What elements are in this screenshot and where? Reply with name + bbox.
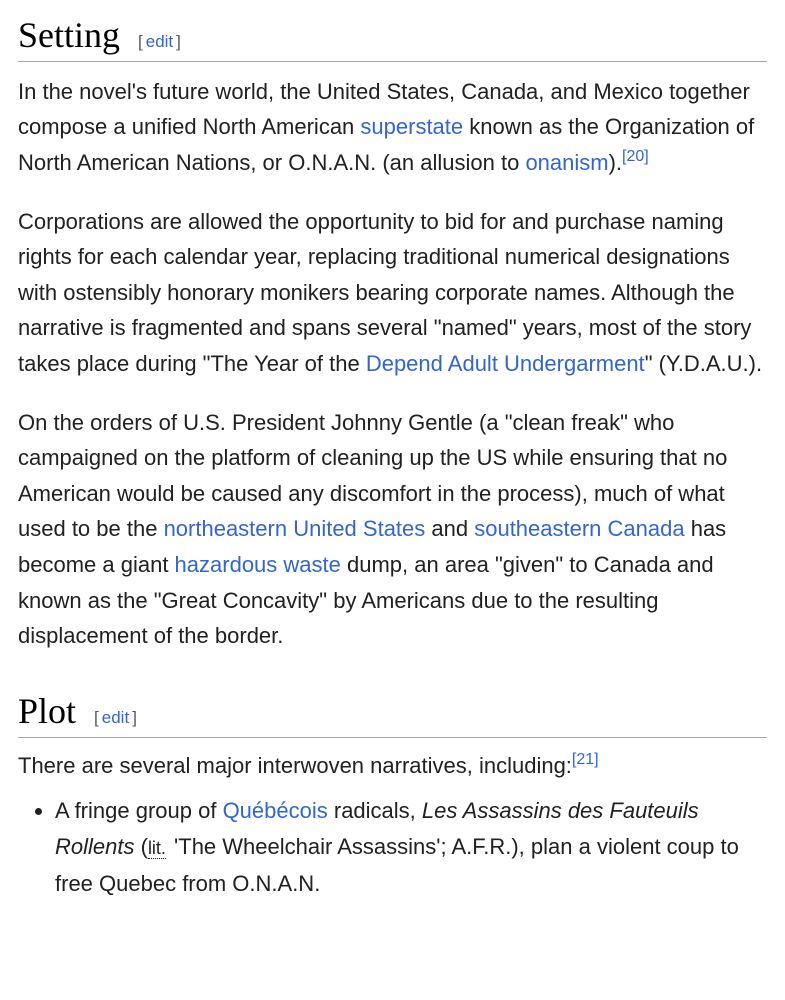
link-depend-adult-undergarment[interactable]: Depend Adult Undergarment xyxy=(365,350,645,376)
plot-list xyxy=(18,793,767,902)
setting-paragraph-2: Corporations are allowed the opportunity to bid for and purchase naming rights for each calendar year, replacing traditional numerical designations with ostensibly honorary monikers bearing corporate names. Although the narrative is fragmented and spans several "named" years, most of the story takes place during "The Year of the Depend Adult Undergarment" (Y.D.A.U.). xyxy=(18,208,763,376)
plot-intro: There are several major interwoven narratives, including:[21] xyxy=(18,750,599,778)
section-heading-plot xyxy=(18,688,767,738)
edit-section-setting: [ edit ] xyxy=(138,32,181,51)
edit-link-plot[interactable]: edit xyxy=(101,707,130,727)
abbr-literally[interactable]: lit. xyxy=(147,837,166,858)
section-heading-setting xyxy=(18,0,767,62)
edit-section-plot: [ edit ] xyxy=(94,707,137,727)
list-item: • A fringe group of Québécois radicals, Les Assassins des Fauteuils Rollents (lit. 'The Wheelchair Assassins'; A.F.R.), plan a violent coup to free Quebec from O.N.A.N. xyxy=(55,793,767,902)
link-quebecois[interactable]: Québécois xyxy=(222,798,328,824)
link-southeastern-canada[interactable]: southeastern Canada xyxy=(474,516,685,542)
link-onanism[interactable]: onanism xyxy=(525,149,609,175)
link-northeastern-united-states[interactable]: northeastern United States xyxy=(163,516,426,542)
setting-paragraph-1: In the novel's future world, the United States, Canada, and Mexico together compose a unified North American superstate known as the Organization of North American Nations, or O.N.A.N. (an allusion to onanism).[20] xyxy=(18,78,755,175)
setting-paragraph-3: On the orders of U.S. President Johnny Gentle (a "clean freak" who campaigned on the platform of cleaning up the US while ensuring that no American would be caused any discomfort in the process), much of what used to be the northeastern United States and southeastern Canada has become a giant hazardous waste dump, an area "given" to Canada and known as the "Great Concavity" by Americans due to the resulting displacement of the border. xyxy=(18,409,728,649)
reference-20[interactable]: [20] xyxy=(622,147,649,165)
reference-21[interactable]: [21] xyxy=(571,750,599,768)
italic-group-name: Les Assassins des Fauteuils Rollents xyxy=(55,798,699,859)
section-title-setting: Setting xyxy=(18,15,121,55)
link-superstate[interactable]: superstate xyxy=(360,114,464,140)
link-hazardous-waste[interactable]: hazardous waste xyxy=(174,551,341,577)
section-title-plot: Plot xyxy=(18,690,77,731)
edit-link-setting[interactable]: edit xyxy=(145,32,174,51)
